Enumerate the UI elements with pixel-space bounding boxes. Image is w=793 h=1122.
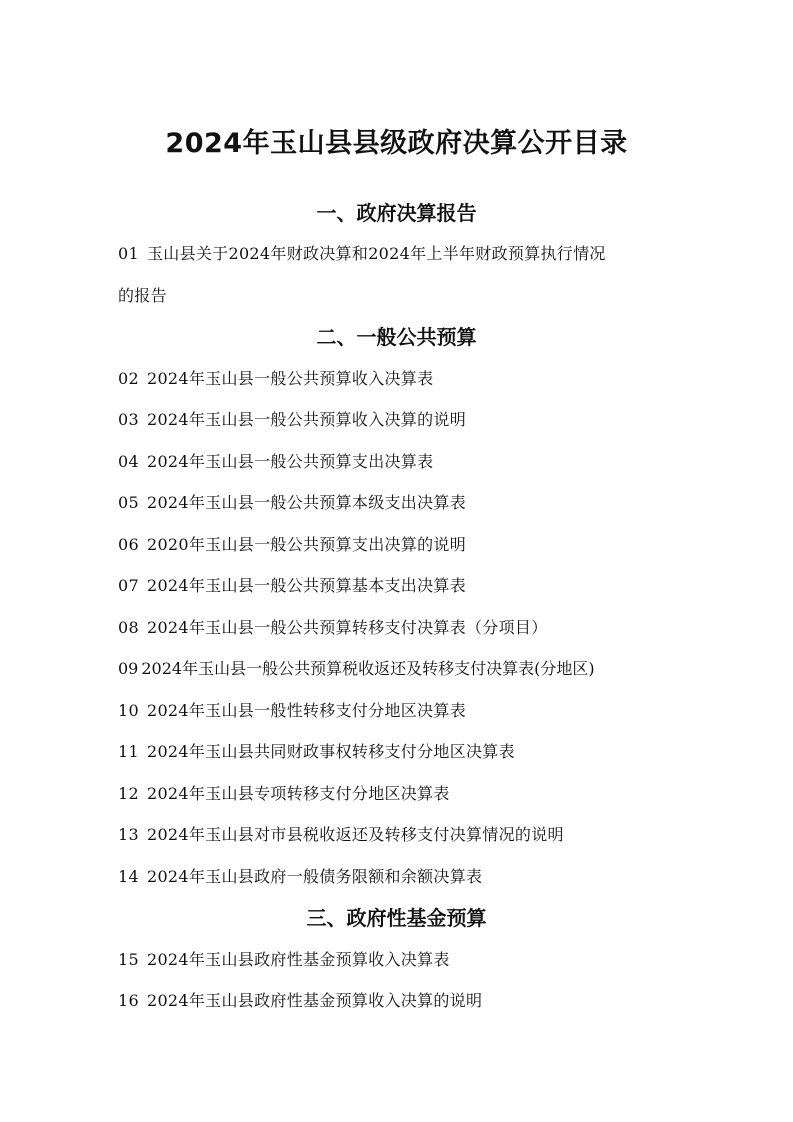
toc-item [118,490,466,516]
section-heading-general-budget: 二、一般公共预算 [316,325,477,349]
toc-item [118,449,433,475]
toc-item-number: 08 [118,618,139,637]
toc-item [118,241,606,267]
toc-item [118,532,466,558]
toc-item-text: 2024年玉山县政府一般债务限额和余额决算表 [146,867,483,886]
toc-item-text: 2024年玉山县一般公共预算收入决算表 [146,369,434,388]
toc-item-text: 2024年玉山县政府性基金预算收入决算的说明 [146,991,483,1010]
toc-item-number: 01 [118,244,139,263]
toc-item-continuation [118,283,167,309]
toc-item [118,781,450,807]
toc-item-text: 2024年玉山县一般公共预算支出决算表 [146,452,434,471]
toc-item-number: 07 [118,576,139,595]
toc-item-number: 15 [118,950,139,969]
toc-item [118,698,466,724]
toc-item-number: 09 [118,659,139,678]
toc-item-number: 10 [118,701,139,720]
toc-item-number: 05 [118,493,139,512]
toc-item-text: 2024年玉山县政府性基金预算收入决算表 [146,950,450,969]
toc-item-text: 2024年玉山县一般公共预算收入决算的说明 [146,410,466,429]
toc-item [118,864,482,890]
section-heading-report: 一、政府决算报告 [316,201,477,225]
toc-item-text: 2024年玉山县一般公共预算税收返还及转移支付决算表(分地区) [141,659,595,678]
toc-item-number: 16 [118,991,139,1010]
toc-item-text: 2024年玉山县一般公共预算本级支出决算表 [146,493,466,512]
toc-item-text: 2024年玉山县一般公共预算转移支付决算表（分项目） [146,618,548,637]
toc-item-number: 12 [118,784,139,803]
toc-item [118,407,466,433]
toc-item-text: 2024年玉山县对市县税收返还及转移支付决算情况的说明 [146,825,564,844]
toc-item-number: 06 [118,535,139,554]
toc-item-text: 2024年玉山县一般性转移支付分地区决算表 [146,701,466,720]
toc-item [118,739,515,765]
toc-item-text: 2024年玉山县共同财政事权转移支付分地区决算表 [146,742,515,761]
toc-item [118,988,482,1014]
toc-item [118,366,433,392]
toc-item [118,656,595,682]
toc-item-number: 11 [118,742,139,761]
toc-item [118,822,564,848]
toc-item [118,615,548,641]
toc-item-text: 2020年玉山县一般公共预算支出决算的说明 [146,535,466,554]
toc-item-number: 13 [118,825,139,844]
document-title: 2024年玉山县县级政府决算公开目录 [165,128,628,159]
toc-item [118,573,466,599]
toc-item-text: 2024年玉山县一般公共预算基本支出决算表 [146,576,466,595]
toc-item-text: 2024年玉山县专项转移支付分地区决算表 [146,784,450,803]
toc-item-number: 04 [118,452,139,471]
section-heading-fund-budget: 三、政府性基金预算 [306,906,487,930]
toc-item-number: 02 [118,369,139,388]
toc-item-text: 的报告 [118,286,167,305]
toc-item-number: 03 [118,410,139,429]
toc-item-number: 14 [118,867,139,886]
toc-item-text: 玉山县关于2024年财政决算和2024年上半年财政预算执行情况 [146,244,606,263]
toc-item [118,947,450,973]
